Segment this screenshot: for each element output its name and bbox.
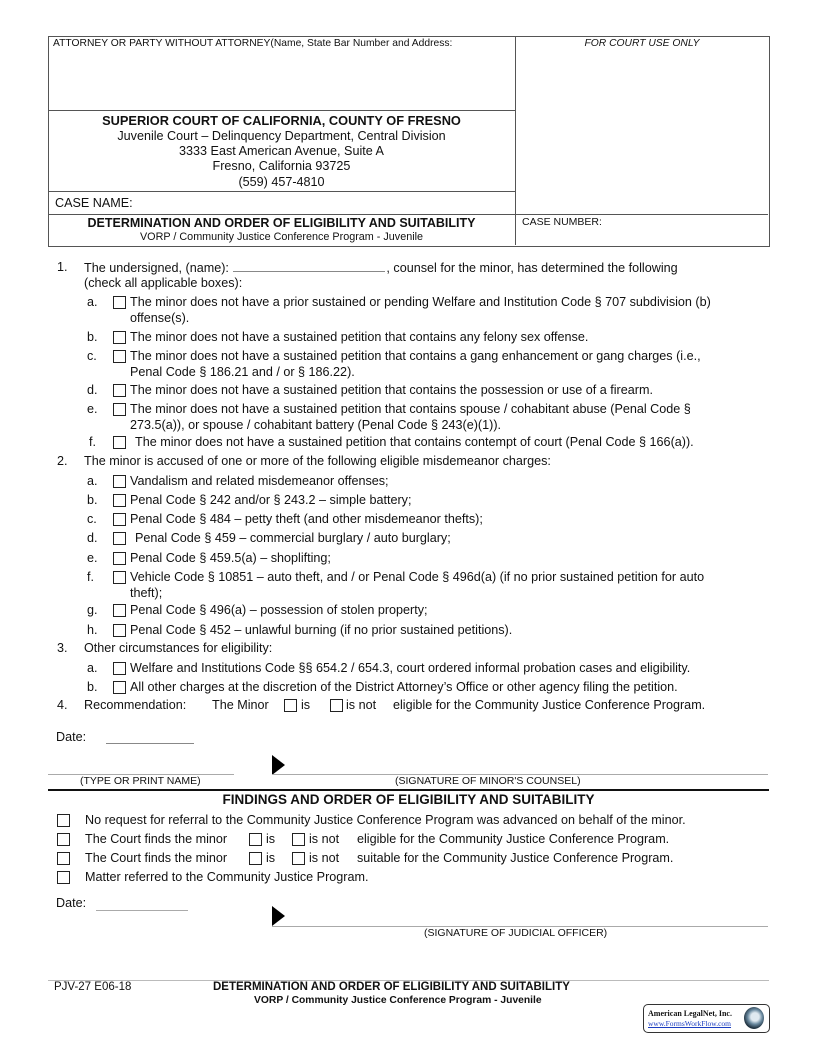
is-label: is xyxy=(266,851,276,865)
section-2-item-letter: e. xyxy=(87,551,98,565)
section-divider xyxy=(48,789,769,791)
court-city: Fresno, California 93725 xyxy=(212,159,351,173)
section-2-item-letter: b. xyxy=(87,493,98,507)
is-label: is xyxy=(301,698,311,712)
suitable-is-not-checkbox[interactable] xyxy=(292,852,305,865)
is-not-label: is not xyxy=(346,698,377,712)
section-1-item-checkbox[interactable] xyxy=(113,384,126,397)
intro-pre: The undersigned, (name): xyxy=(84,261,229,275)
attorney-field-label: ATTORNEY OR PARTY WITHOUT ATTORNEY(Name, State Bar Number and Address: xyxy=(53,38,453,49)
is-not-label: is not xyxy=(309,832,340,846)
judicial-date-label: Date: xyxy=(56,896,87,910)
section-3-item-text: Welfare and Institutions Code §§ 654.2 / 654.3, court ordered informal probation cases and eligibility. xyxy=(130,661,691,675)
sign-here-arrow-icon xyxy=(272,755,285,775)
print-name-label: (TYPE OR PRINT NAME) xyxy=(80,775,201,787)
section-1-item-text: The minor does not have a sustained petition that contains spouse / cohabitant abuse (Penal Code § xyxy=(130,402,691,416)
is-label: is xyxy=(266,832,276,846)
section-2-item-checkbox[interactable] xyxy=(113,494,126,507)
american-legalnet-logo[interactable] xyxy=(643,1004,770,1033)
referred-checkbox[interactable] xyxy=(57,871,70,884)
section-1-item-text: offense(s). xyxy=(130,311,190,325)
section-1-item-letter: e. xyxy=(87,402,98,416)
court-use-area xyxy=(516,52,768,212)
section-2-item-checkbox[interactable] xyxy=(113,624,126,637)
section-1-item-letter: d. xyxy=(87,383,98,397)
section-1-item-checkbox[interactable] xyxy=(113,436,126,449)
section-3-item-checkbox[interactable] xyxy=(113,662,126,675)
section-2-item-checkbox[interactable] xyxy=(113,513,126,526)
court-finds-label: The Court finds the minor xyxy=(85,851,228,865)
section-2-item-text: Penal Code § 496(a) – possession of stolen property; xyxy=(130,603,428,617)
section-1-item-text: 273.5(a)), or spouse / cohabitant battery (Penal Code § 243(e)(1)). xyxy=(130,418,502,432)
suitable-finding-checkbox[interactable] xyxy=(57,852,70,865)
section-2-item-text: Penal Code § 459.5(a) – shoplifting; xyxy=(130,551,331,565)
section-2-item-checkbox[interactable] xyxy=(113,552,126,565)
section-1-item-letter: b. xyxy=(87,330,98,344)
judicial-signature-label: (SIGNATURE OF JUDICIAL OFFICER) xyxy=(424,927,608,939)
referred-text: Matter referred to the Community Justice Program. xyxy=(85,870,369,884)
form-subtitle: VORP / Community Justice Conference Program - Juvenile xyxy=(139,231,424,243)
section-4-number: 4. xyxy=(57,698,68,712)
form-title: DETERMINATION AND ORDER OF ELIGIBILITY AND SUITABILITY xyxy=(87,216,476,230)
court-phone: (559) 457-4810 xyxy=(238,175,325,189)
section-3-heading: Other circumstances for eligibility: xyxy=(84,641,273,655)
eligible-finding-checkbox[interactable] xyxy=(57,833,70,846)
section-3-item-letter: b. xyxy=(87,680,98,694)
section-2-item-letter: a. xyxy=(87,474,98,488)
case-number-input[interactable] xyxy=(600,216,765,243)
section-1-item-letter: a. xyxy=(87,295,98,309)
suitable-is-checkbox[interactable] xyxy=(249,852,262,865)
section-2-item-text: Penal Code § 242 and/or § 243.2 – simple battery; xyxy=(130,493,412,507)
logo-name: American LegalNet, Inc. xyxy=(648,1009,732,1018)
section-2-item-checkbox[interactable] xyxy=(113,532,126,545)
section-1-item-letter: c. xyxy=(87,349,97,363)
sign-here-arrow-icon xyxy=(272,906,285,926)
section-2-item-letter: h. xyxy=(87,623,98,637)
divider xyxy=(48,214,768,215)
case-name-input[interactable] xyxy=(140,193,510,212)
footer-subtitle: VORP / Community Justice Conference Program - Juvenile xyxy=(254,995,542,1006)
section-3-number: 3. xyxy=(57,641,68,655)
court-use-label: FOR COURT USE ONLY xyxy=(584,38,700,49)
intro-post: , counsel for the minor, has determined the following xyxy=(386,261,678,275)
case-number-label: CASE NUMBER: xyxy=(522,216,602,228)
counsel-date-input[interactable] xyxy=(106,743,194,744)
section-2-item-letter: f. xyxy=(87,570,94,584)
section-2-item-text: Penal Code § 484 – petty theft (and other misdemeanor thefts); xyxy=(130,512,483,526)
section-1-item-text: The minor does not have a sustained petition that contains the possession or use of a firearm. xyxy=(130,383,653,397)
section-1-item-letter: f. xyxy=(89,435,96,449)
judicial-date-input[interactable] xyxy=(96,910,188,911)
attorney-input[interactable] xyxy=(49,52,514,108)
section-1-item-text: The minor does not have a sustained petition that contains contempt of court (Penal Code § 166(a)). xyxy=(135,435,694,449)
suitable-tail: suitable for the Community Justice Conference Program. xyxy=(357,851,674,865)
section-3-item-letter: a. xyxy=(87,661,98,675)
divider xyxy=(48,191,515,192)
section-1-item-text: The minor does not have a sustained petition that contains any felony sex offense. xyxy=(130,330,589,344)
section-2-item-checkbox[interactable] xyxy=(113,604,126,617)
footer-form-id: PJV-27 E06-18 xyxy=(54,981,132,993)
section-1-item-text: The minor does not have a prior sustained or pending Welfare and Institution Code § 707 subdivision (b) xyxy=(130,295,711,309)
section-2-item-text: Penal Code § 459 – commercial burglary / auto burglary; xyxy=(135,531,451,545)
case-name-label: CASE NAME: xyxy=(55,196,133,210)
section-1-item-checkbox[interactable] xyxy=(113,331,126,344)
section-2-item-letter: d. xyxy=(87,531,98,545)
counsel-date-label: Date: xyxy=(56,730,87,744)
no-request-checkbox[interactable] xyxy=(57,814,70,827)
section-2-item-text: Vehicle Code § 10851 – auto theft, and / or Penal Code § 496d(a) (if no prior sustained petition for auto xyxy=(130,570,705,584)
section-1-item-text: The minor does not have a sustained petition that contains a gang enhancement or gang charges (i.e., xyxy=(130,349,701,363)
counsel-signature-label: (SIGNATURE OF MINOR'S COUNSEL) xyxy=(395,775,581,787)
divider xyxy=(48,110,515,111)
globe-icon xyxy=(744,1007,764,1029)
section-1-intro-line2: (check all applicable boxes): xyxy=(84,276,243,290)
section-2-item-checkbox[interactable] xyxy=(113,571,126,584)
recommend-is-checkbox[interactable] xyxy=(284,699,297,712)
section-1-item-checkbox[interactable] xyxy=(113,296,126,309)
section-2-heading: The minor is accused of one or more of the following eligible misdemeanor charges: xyxy=(84,454,551,468)
eligible-is-checkbox[interactable] xyxy=(249,833,262,846)
footer-title: DETERMINATION AND ORDER OF ELIGIBILITY AND SUITABILITY xyxy=(213,981,570,993)
section-1-intro xyxy=(84,259,678,276)
the-minor-label: The Minor xyxy=(212,698,269,712)
section-1-item-checkbox[interactable] xyxy=(113,350,126,363)
recommendation-tail: eligible for the Community Justice Conference Program. xyxy=(393,698,706,712)
court-division: Juvenile Court – Delinquency Department, Central Division xyxy=(117,129,446,143)
eligible-tail: eligible for the Community Justice Conference Program. xyxy=(357,832,670,846)
recommend-is-not-checkbox[interactable] xyxy=(330,699,343,712)
recommendation-label: Recommendation: xyxy=(84,698,187,712)
section-2-item-text: theft); xyxy=(130,586,163,600)
court-name: SUPERIOR COURT OF CALIFORNIA, COUNTY OF FRESNO xyxy=(102,113,461,128)
section-2-item-letter: c. xyxy=(87,512,97,526)
section-2-number: 2. xyxy=(57,454,68,468)
section-1-item-text: Penal Code § 186.21 and / or § 186.22). xyxy=(130,365,355,379)
section-2-item-checkbox[interactable] xyxy=(113,475,126,488)
section-1-number: 1. xyxy=(57,260,68,274)
section-2-item-letter: g. xyxy=(87,603,98,617)
eligible-is-not-checkbox[interactable] xyxy=(292,833,305,846)
section-3-item-text: All other charges at the discretion of the District Attorney’s Office or other agency filing the petition. xyxy=(130,680,678,694)
section-2-item-text: Vandalism and related misdemeanor offenses; xyxy=(130,474,389,488)
section-1-item-checkbox[interactable] xyxy=(113,403,126,416)
section-3-item-checkbox[interactable] xyxy=(113,681,126,694)
logo-url[interactable]: www.FormsWorkFlow.com xyxy=(648,1019,732,1028)
counsel-name-input[interactable] xyxy=(233,259,385,272)
is-not-label: is not xyxy=(309,851,340,865)
no-request-text: No request for referral to the Community Justice Conference Program was advanced on behalf of the minor. xyxy=(85,813,686,827)
section-2-item-text: Penal Code § 452 – unlawful burning (if no prior sustained petitions). xyxy=(130,623,513,637)
court-finds-label: The Court finds the minor xyxy=(85,832,228,846)
findings-title: FINDINGS AND ORDER OF ELIGIBILITY AND SUITABILITY xyxy=(222,792,595,807)
court-street: 3333 East American Avenue, Suite A xyxy=(179,144,384,158)
